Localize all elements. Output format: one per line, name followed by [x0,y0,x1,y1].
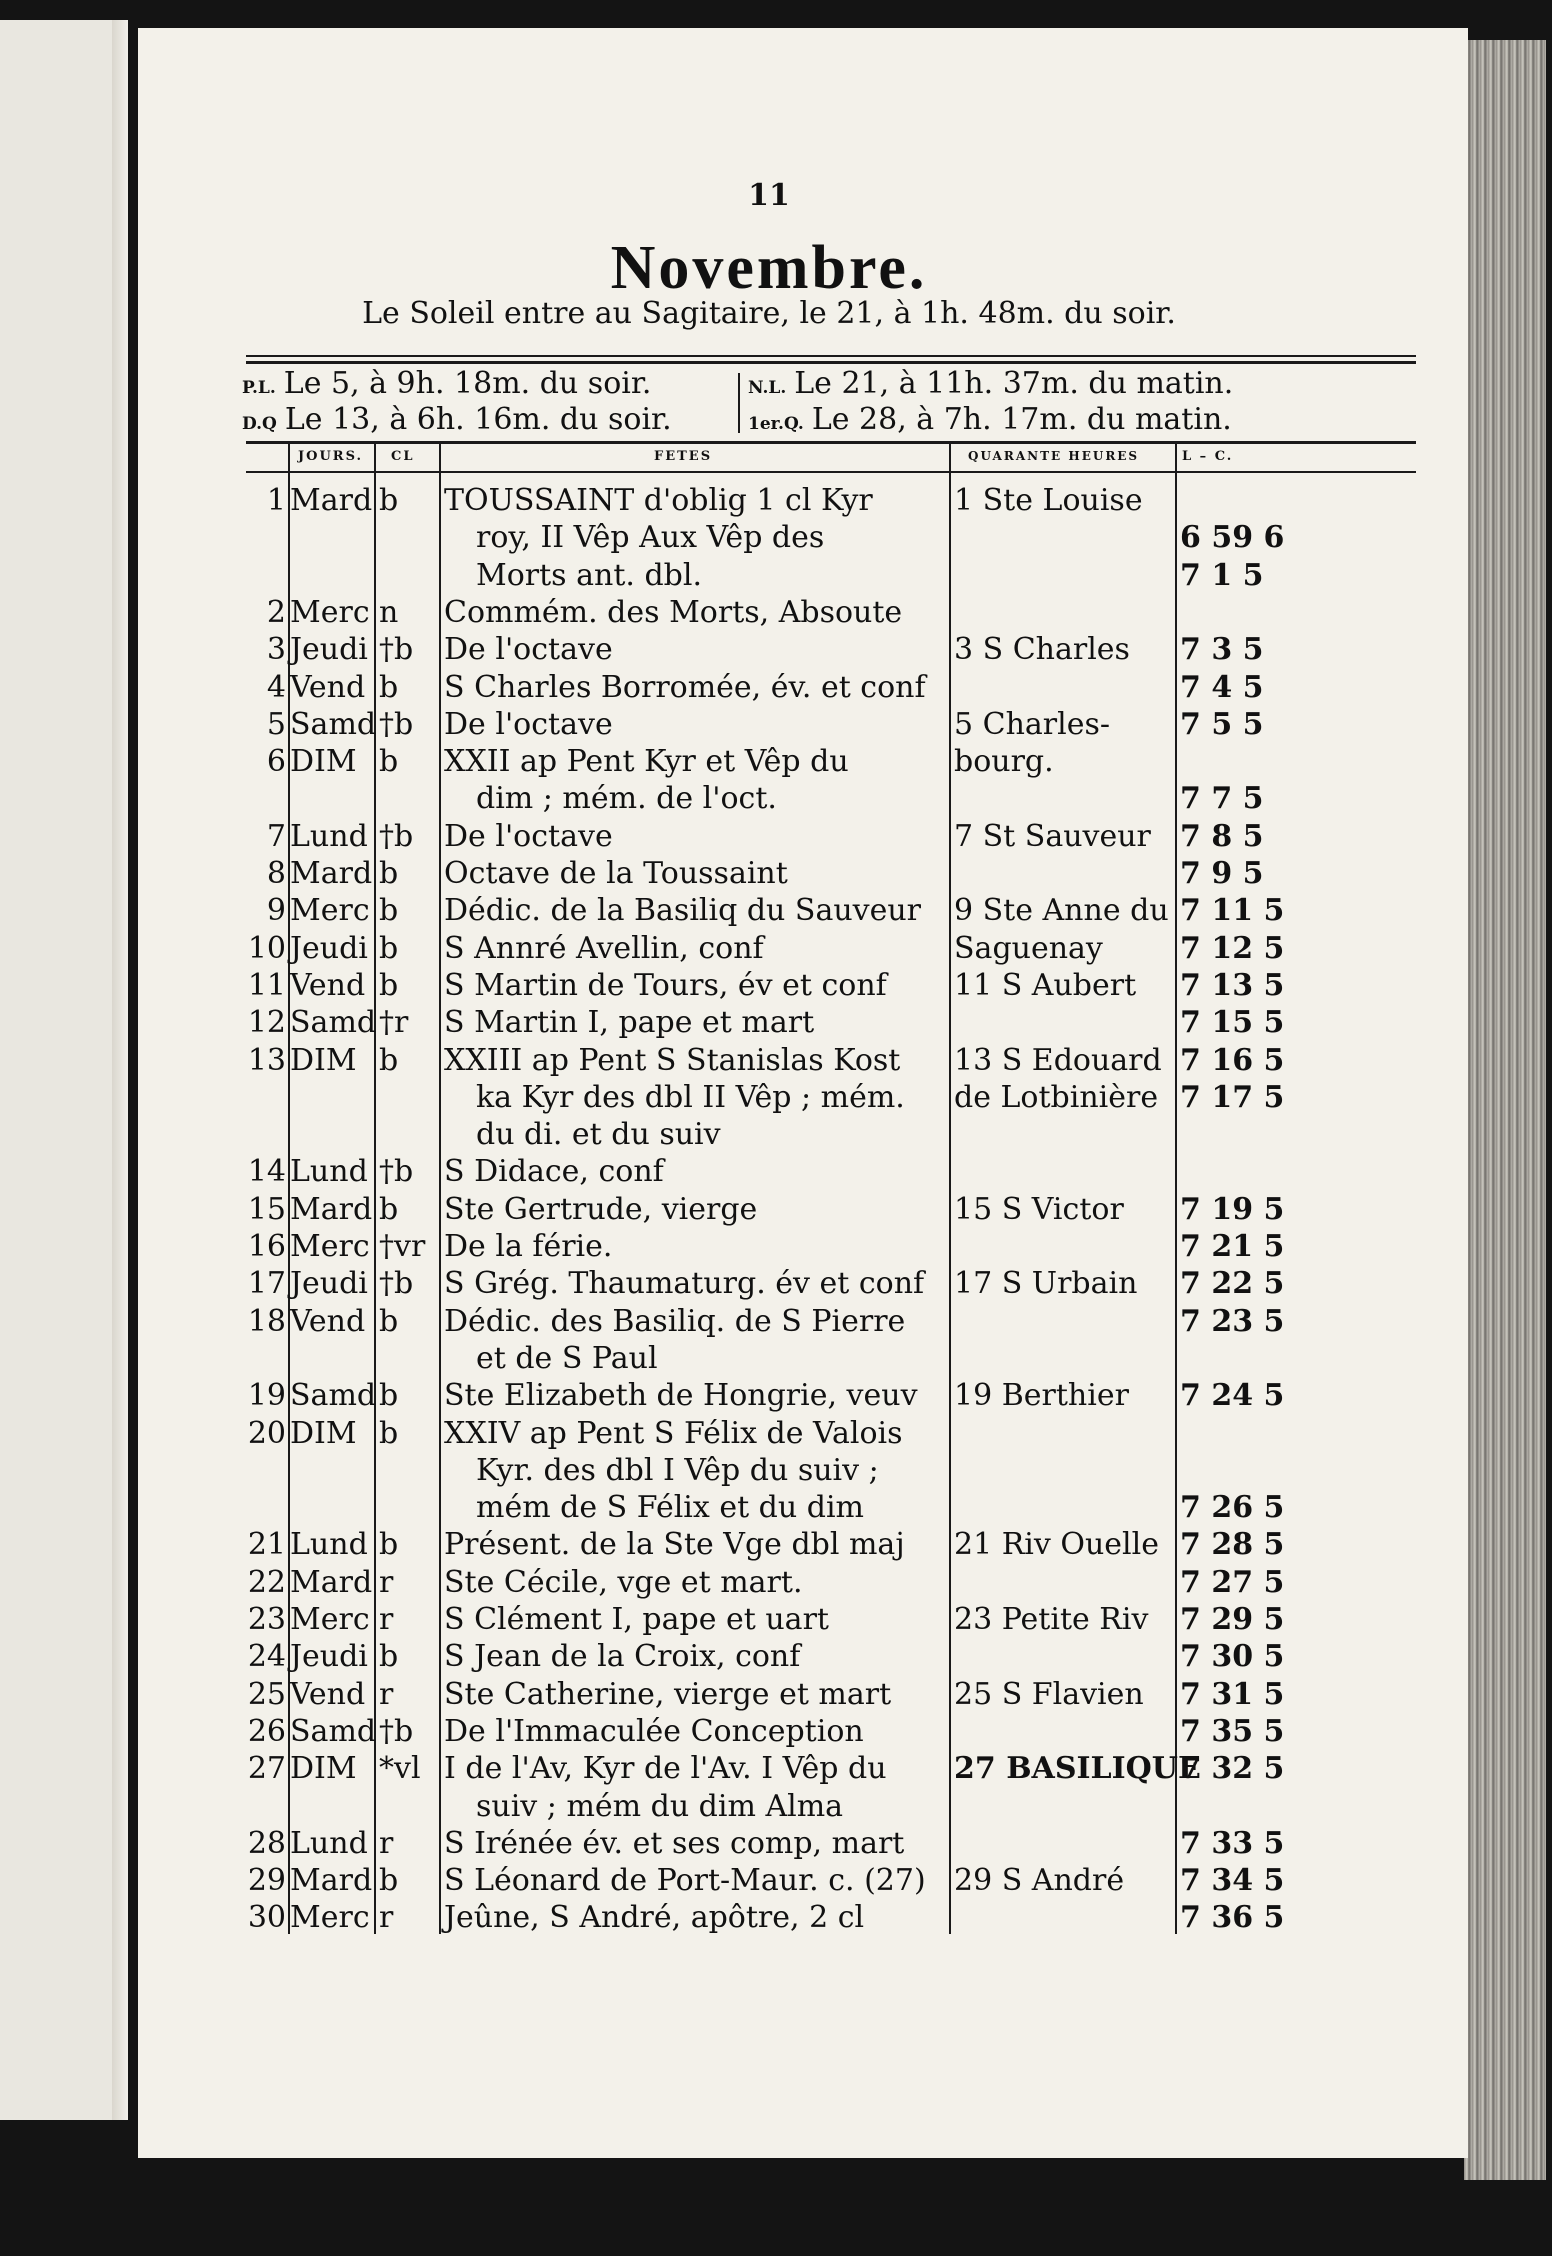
row-lc-value: 7 3 5 [1180,632,1264,668]
row-weekday: Vend [290,1303,366,1339]
last-quarter-abbr: D.Q [242,414,277,434]
row-weekday: Mard [290,1191,373,1227]
row-weekday: Samd [290,1005,377,1041]
row-lc-value: 7 7 5 [1180,781,1264,817]
row-feast-text: XXIV ap Pent S Félix de Valois [444,1415,903,1451]
row-class-code: b [379,1639,399,1675]
row-day-number: 3 [266,632,286,668]
row-class-code: b [379,930,399,966]
row-lc-value: 7 26 5 [1180,1490,1285,1526]
row-class-code: †b [379,706,414,742]
row-class-code: b [379,856,399,891]
row-forty-hours: 29 S André [954,1863,1125,1899]
row-lc-value: 7 33 5 [1180,1825,1285,1861]
row-day-number: 12 [247,1005,286,1041]
row-class-code: †b [379,818,414,854]
row-class-code: b [379,1191,399,1227]
page-number: 11 [748,178,790,213]
row-class-code: b [379,967,399,1003]
row-weekday: Merc [290,1900,370,1936]
row-lc-value: 7 21 5 [1180,1229,1285,1264]
row-weekday: Merc [290,594,370,630]
row-day-number: 9 [266,893,286,929]
top-rule [246,355,1416,357]
row-lc-value: 7 27 5 [1180,1564,1285,1600]
row-day-number: 17 [247,1266,286,1302]
row-class-code: †b [379,632,414,668]
row-day-number: 7 [266,818,286,854]
row-lc-value: 7 8 5 [1180,818,1264,854]
row-weekday: Samd [290,1378,377,1414]
row-lc-value: 7 1 5 [1180,557,1264,593]
new-moon-line [748,366,1233,401]
row-day-number: 15 [247,1191,286,1227]
row-class-code: r [379,1564,394,1600]
row-day-number: 28 [247,1825,286,1861]
row-feast-text: De l'octave [444,818,613,854]
page-edges [1464,40,1546,2180]
row-class-code: b [379,1527,399,1563]
row-day-number: 14 [247,1154,286,1190]
row-feast-text: Ste Cécile, vge et mart. [444,1564,803,1600]
row-feast-text: du di. et du suiv [476,1117,721,1153]
new-moon-abbr: N.L. [748,378,787,398]
row-day-number: 29 [247,1863,286,1899]
row-feast-text: dim ; mém. de l'oct. [476,781,777,817]
row-class-code: n [379,594,399,630]
row-feast-text: S Grég. Thaumaturg. év et conf [444,1266,925,1302]
row-feast-text: De l'octave [444,706,613,742]
row-day-number: 6 [266,744,286,780]
row-lc-value: 7 28 5 [1180,1527,1285,1563]
row-lc-value: 7 15 5 [1180,1005,1285,1041]
first-quarter-abbr: 1er.Q. [748,414,804,434]
header-lc: L – C. [1182,449,1234,464]
row-weekday: Jeudi [290,632,368,668]
header-fetes: FETES [654,449,713,464]
row-feast-text: S Clément I, pape et uart [444,1602,829,1637]
row-day-number: 23 [247,1602,286,1637]
row-weekday: Vend [290,669,366,705]
row-lc-value: 7 12 5 [1180,930,1285,966]
row-day-number: 20 [247,1415,286,1451]
row-weekday: Jeudi [290,1266,368,1302]
row-feast-text: S Annré Avellin, conf [444,930,764,966]
row-weekday: DIM [290,1415,357,1451]
row-class-code: b [379,1303,399,1339]
row-weekday: Lund [290,1825,368,1861]
row-class-code: r [379,1676,394,1712]
last-quarter-line [242,402,672,437]
row-class-code: b [379,669,399,705]
row-forty-hours: 25 S Flavien [954,1676,1144,1712]
row-lc-value: 7 9 5 [1180,856,1264,891]
row-feast-text: XXII ap Pent Kyr et Vêp du [444,744,849,780]
row-feast-text: Présent. de la Ste Vge dbl maj [444,1527,905,1563]
row-lc-value: 7 11 5 [1180,893,1285,929]
row-class-code: *vl [379,1751,421,1787]
row-forty-hours: 17 S Urbain [954,1266,1138,1302]
row-day-number: 1 [266,483,286,518]
row-feast-text: Ste Elizabeth de Hongrie, veuv [444,1378,918,1414]
full-moon-abbr: P.L. [242,378,276,398]
row-feast-text: Morts ant. dbl. [476,557,702,593]
row-weekday: DIM [290,1042,357,1078]
row-class-code: b [379,1863,399,1899]
facing-page [0,20,128,2120]
row-forty-hours: 15 S Victor [954,1191,1124,1227]
row-day-number: 24 [247,1639,286,1675]
row-feast-text: Dédic. de la Basiliq du Sauveur [444,893,922,929]
row-weekday: Vend [290,967,366,1003]
row-class-code: †vr [379,1229,426,1264]
row-day-number: 8 [266,856,286,891]
first-quarter-line [748,402,1232,437]
full-moon-text: Le 5, à 9h. 18m. du soir. [283,366,652,401]
row-weekday: Lund [290,1154,368,1190]
row-lc-value: 7 5 5 [1180,706,1264,742]
row-weekday: Lund [290,818,368,854]
last-quarter-text: Le 13, à 6h. 16m. du soir. [284,402,672,437]
row-feast-text: Ste Catherine, vierge et mart [444,1676,892,1712]
row-forty-hours: 11 S Aubert [954,967,1137,1003]
row-day-number: 18 [247,1303,286,1339]
row-lc-value: 7 30 5 [1180,1639,1285,1675]
row-weekday: DIM [290,1751,357,1787]
row-forty-hours: de Lotbinière [954,1079,1159,1115]
row-feast-text: mém de S Félix et du dim [476,1490,864,1526]
row-lc-value: 7 31 5 [1180,1676,1285,1712]
row-day-number: 30 [247,1900,286,1936]
facing-page-edge [112,20,128,2120]
row-feast-text: roy, II Vêp Aux Vêp des [476,520,825,556]
row-lc-value: 7 36 5 [1180,1900,1285,1936]
row-lc-value: 7 29 5 [1180,1602,1285,1637]
row-weekday: Samd [290,1713,377,1749]
row-class-code: b [379,1415,399,1451]
row-feast-text: TOUSSAINT d'oblig 1 cl Kyr [444,483,873,518]
row-forty-hours: Saguenay [954,930,1103,966]
row-feast-text: S Martin de Tours, év et conf [444,967,887,1003]
col-line-lc [1175,444,1177,1934]
row-day-number: 13 [247,1042,286,1078]
row-day-number: 21 [247,1527,286,1563]
row-class-code: b [379,1378,399,1414]
row-lc-value: 7 35 5 [1180,1713,1285,1749]
row-lc-value: 7 13 5 [1180,967,1285,1003]
row-weekday: Mard [290,856,373,891]
row-weekday: Merc [290,1229,370,1264]
row-class-code: r [379,1602,394,1637]
row-lc-value: 7 19 5 [1180,1191,1285,1227]
row-class-code: b [379,1042,399,1078]
row-forty-hours: 13 S Edouard [954,1042,1162,1078]
row-lc-value: 7 16 5 [1180,1042,1285,1078]
row-lc-value: 6 59 6 [1180,520,1285,556]
row-feast-text: De la férie. [444,1229,613,1264]
row-feast-text: I de l'Av, Kyr de l'Av. I Vêp du [444,1751,887,1787]
row-weekday: Merc [290,893,370,929]
row-forty-hours: 1 Ste Louise [954,483,1143,518]
row-forty-hours: 19 Berthier [954,1378,1129,1414]
row-weekday: Vend [290,1676,366,1712]
row-class-code: †b [379,1154,414,1190]
row-feast-text: ka Kyr des dbl II Vêp ; mém. [476,1079,905,1115]
row-day-number: 11 [247,967,286,1003]
row-weekday: Samd [290,706,377,742]
row-forty-hours: 21 Riv Ouelle [954,1527,1159,1563]
row-day-number: 26 [247,1713,286,1749]
row-class-code: r [379,1900,394,1936]
row-day-number: 19 [247,1378,286,1414]
row-weekday: Jeudi [290,1639,368,1675]
col-line-cl [374,444,376,1934]
row-forty-hours: 7 St Sauveur [954,818,1151,854]
col-line-quarante [949,444,951,1934]
row-forty-hours: 9 Ste Anne du [954,893,1169,929]
row-lc-value: 7 32 5 [1180,1751,1285,1787]
first-quarter-text: Le 28, à 7h. 17m. du matin. [811,402,1232,437]
row-forty-hours: 5 Charles- [954,706,1111,742]
row-weekday: Lund [290,1527,368,1563]
row-weekday: Jeudi [290,930,368,966]
row-day-number: 16 [247,1229,286,1264]
row-forty-hours: bourg. [954,744,1054,780]
row-feast-text: XXIII ap Pent S Stanislas Kost [444,1042,901,1078]
row-lc-value: 7 17 5 [1180,1079,1285,1115]
row-lc-value: 7 22 5 [1180,1266,1285,1302]
row-day-number: 10 [247,930,286,966]
row-feast-text: S Charles Borromée, év. et conf [444,669,926,705]
row-feast-text: Kyr. des dbl I Vêp du suiv ; [476,1452,879,1488]
row-feast-text: Dédic. des Basiliq. de S Pierre [444,1303,906,1339]
row-class-code: b [379,483,399,518]
row-feast-text: Ste Gertrude, vierge [444,1191,758,1227]
row-class-code: †b [379,1713,414,1749]
row-lc-value: 7 23 5 [1180,1303,1285,1339]
header-quarante-heures: QUARANTE HEURES [968,449,1140,463]
moon-section-rule [246,361,1416,364]
row-feast-text: S Martin I, pape et mart [444,1005,815,1041]
header-top-rule [246,441,1416,444]
row-class-code: r [379,1825,394,1861]
row-class-code: b [379,893,399,929]
row-lc-value: 7 4 5 [1180,669,1264,705]
almanac-page [138,28,1468,2158]
header-bottom-rule [246,471,1416,473]
row-forty-hours: 3 S Charles [954,632,1130,668]
row-feast-text: et de S Paul [476,1340,658,1376]
row-forty-hours: 23 Petite Riv [954,1602,1149,1637]
moon-divider [738,373,740,433]
row-weekday: Mard [290,1564,373,1600]
row-day-number: 5 [266,706,286,742]
col-line-fetes [439,444,441,1934]
row-feast-text: S Irénée év. et ses comp, mart [444,1825,905,1861]
row-feast-text: De l'Immaculée Conception [444,1713,864,1749]
row-feast-text: S Didace, conf [444,1154,664,1190]
row-weekday: Merc [290,1602,370,1637]
full-moon-line [242,366,651,401]
row-day-number: 22 [247,1564,286,1600]
row-weekday: Mard [290,483,373,518]
row-feast-text: S Léonard de Port-Maur. c. (27) [444,1863,926,1899]
row-class-code: b [379,744,399,780]
row-day-number: 25 [247,1676,286,1712]
row-feast-text: De l'octave [444,632,613,668]
month-title: Novembre. [610,234,928,302]
row-forty-hours: 27 BASILIQUE [954,1751,1201,1787]
row-day-number: 4 [266,669,286,705]
new-moon-text: Le 21, à 11h. 37m. du matin. [794,366,1234,401]
sun-entry-line: Le Soleil entre au Sagitaire, le 21, à 1h. 48m. du soir. [362,296,1176,331]
header-cl: CL [391,449,415,464]
row-lc-value: 7 34 5 [1180,1863,1285,1899]
row-weekday: Mard [290,1863,373,1899]
row-feast-text: S Jean de la Croix, conf [444,1639,801,1675]
row-feast-text: Commém. des Morts, Absoute [444,594,903,630]
row-class-code: †r [379,1005,409,1041]
row-feast-text: Jeûne, S André, apôtre, 2 cl [444,1900,865,1936]
row-feast-text: suiv ; mém du dim Alma [476,1788,844,1824]
row-lc-value: 7 24 5 [1180,1378,1285,1414]
row-weekday: DIM [290,744,357,780]
row-day-number: 27 [247,1751,286,1787]
header-jours: JOURS. [298,449,364,464]
row-day-number: 2 [266,594,286,630]
row-feast-text: Octave de la Toussaint [444,856,788,891]
row-class-code: †b [379,1266,414,1302]
